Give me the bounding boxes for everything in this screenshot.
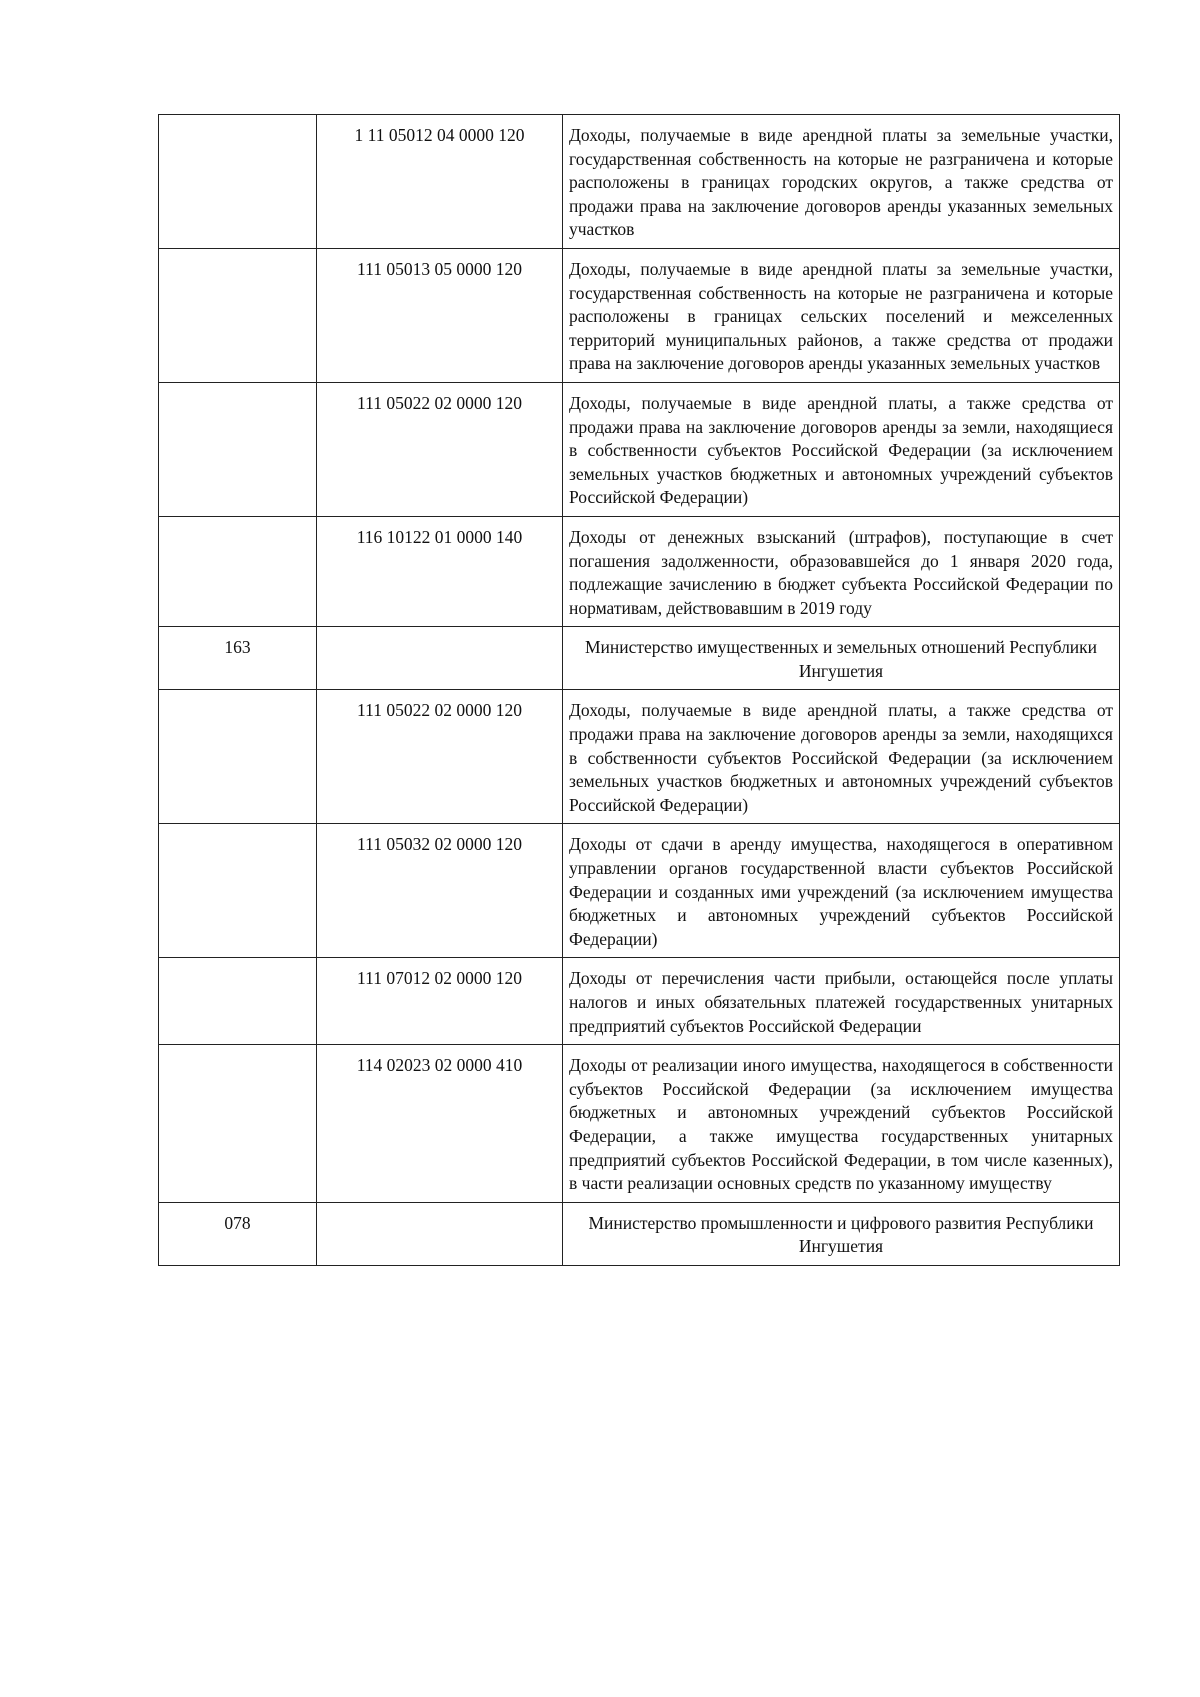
revenue-description-cell: Доходы от денежных взысканий (штрафов), поступающие в счет погашения задолженности, образовавшейся до 1 января 2020 года, подлежащие зачислению в бюджет субъекта Российской Федерации по нормативам, действовавшим в 2019 году [563, 516, 1120, 626]
admin-code-cell [159, 958, 317, 1045]
revenue-code-cell: 1 11 05012 04 0000 120 [317, 115, 563, 249]
admin-code-cell: 163 [159, 627, 317, 690]
revenue-description-cell: Доходы, получаемые в виде арендной платы за земельные участки, государственная собственность на которые не разграничена и которые расположены в границах сельских поселений и межселенных территорий муниципальных районов, а также средства от продажи права на заключение договоров аренды указанных земельных участков [563, 248, 1120, 382]
revenue-description-cell: Доходы, получаемые в виде арендной платы, а также средства от продажи права на заключение договоров аренды за земли, находящихся в собственности субъектов Российской Федерации (за исключением земельных участков бюджетных и автономных учреждений субъектов Российской Федерации) [563, 690, 1120, 824]
table-body [159, 115, 1120, 1266]
table-row [159, 1045, 1120, 1203]
table-row [159, 248, 1120, 382]
table-row-organization [159, 1202, 1120, 1265]
revenue-description-cell: Доходы, получаемые в виде арендной платы, а также средства от продажи права на заключение договоров аренды за земли, находящиеся в собственности субъектов Российской Федерации (за исключением земельных участков бюджетных и автономных учреждений субъектов Российской Федерации) [563, 382, 1120, 516]
organization-name-cell: Министерство имущественных и земельных отношений Республики Ингушетия [563, 627, 1120, 690]
revenue-code-cell: 111 05013 05 0000 120 [317, 248, 563, 382]
revenue-description-cell: Доходы, получаемые в виде арендной платы за земельные участки, государственная собственность на которые не разграничена и которые расположены в границах городских округов, а также средства от продажи права на заключение договоров аренды указанных земельных участков [563, 115, 1120, 249]
admin-code-cell [159, 1045, 317, 1203]
admin-code-cell [159, 115, 317, 249]
table-row [159, 516, 1120, 626]
admin-code-cell [159, 516, 317, 626]
table-row-organization [159, 627, 1120, 690]
revenue-code-cell: 111 05022 02 0000 120 [317, 382, 563, 516]
admin-code-cell: 078 [159, 1202, 317, 1265]
revenue-code-cell: 111 07012 02 0000 120 [317, 958, 563, 1045]
organization-name-cell: Министерство промышленности и цифрового развития Республики Ингушетия [563, 1202, 1120, 1265]
table-row [159, 690, 1120, 824]
admin-code-cell [159, 824, 317, 958]
revenue-code-cell: 111 05022 02 0000 120 [317, 690, 563, 824]
table-row [159, 115, 1120, 249]
admin-code-cell [159, 690, 317, 824]
table-row [159, 824, 1120, 958]
revenue-code-table [158, 114, 1120, 1266]
admin-code-cell [159, 382, 317, 516]
table-row [159, 958, 1120, 1045]
revenue-code-cell: 114 02023 02 0000 410 [317, 1045, 563, 1203]
revenue-description-cell: Доходы от сдачи в аренду имущества, находящегося в оперативном управлении органов государственной власти субъектов Российской Федерации и созданных ими учреждений (за исключением имущества бюджетных и автономных учреждений субъектов Российской Федерации) [563, 824, 1120, 958]
revenue-code-cell: 111 05032 02 0000 120 [317, 824, 563, 958]
revenue-description-cell: Доходы от перечисления части прибыли, остающейся после уплаты налогов и иных обязательных платежей государственных унитарных предприятий субъектов Российской Федерации [563, 958, 1120, 1045]
revenue-code-cell: 116 10122 01 0000 140 [317, 516, 563, 626]
revenue-code-cell [317, 1202, 563, 1265]
revenue-description-cell: Доходы от реализации иного имущества, находящегося в собственности субъектов Российской Федерации (за исключением имущества бюджетных и автономных учреждений субъектов Российской Федерации, а также имущества государственных унитарных предприятий субъектов Российской Федерации, в том числе казенных), в части реализации основных средств по указанному имуществу [563, 1045, 1120, 1203]
admin-code-cell [159, 248, 317, 382]
table-row [159, 382, 1120, 516]
revenue-code-cell [317, 627, 563, 690]
